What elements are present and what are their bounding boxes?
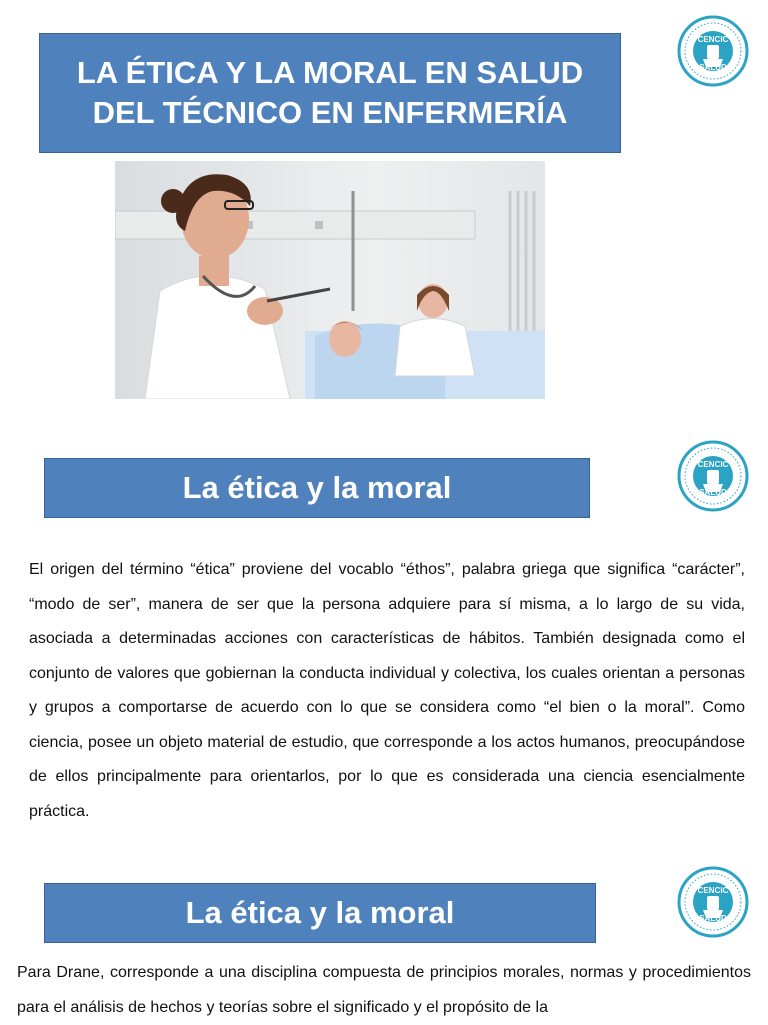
- logo-bottom-text: SALUD: [699, 488, 727, 497]
- main-title-line2: DEL TÉCNICO EN ENFERMERÍA: [92, 95, 568, 130]
- logo-top-text: CENCIC: [697, 35, 729, 44]
- logo-bottom-text: SALUD: [699, 63, 727, 72]
- main-title-banner: [39, 33, 621, 153]
- ethics-paragraph: El origen del término “ética” proviene del vocablo “éthos”, palabra griega que significa “carácter”, “modo de ser”, manera de ser que la persona adquiere para sí misma, a lo largo de su vida, asociada a determinadas acciones con características de hábitos. También designada como el conjunto de valores que gobiernan la conducta individual y colectiva, los cuales orientan a personas y grupos a comportarse de acuerdo con lo que se considera como “el bien o la moral”. Como ciencia, posee un objeto material de estudio, que corresponde a los actos humanos, preocupándose de ellos principalmente para orientarlos, por lo que es considerada una ciencia esencialmente práctica.: [29, 561, 745, 820]
- logo-bottom-text: SALUD: [699, 914, 727, 923]
- section-heading: La ética y la moral: [185, 895, 455, 930]
- logo-top-text: CENCIC: [697, 886, 729, 895]
- drane-paragraph: Para Drane, corresponde a una disciplina compuesta de principios morales, normas y procedimientos para el análisis de hechos y teorías sobre el significado y el propósito de la: [17, 964, 751, 1016]
- cencic-salud-logo: [677, 866, 749, 938]
- main-title-line1: LA ÉTICA Y LA MORAL EN SALUD: [76, 55, 584, 90]
- cencic-salud-logo: [677, 440, 749, 512]
- section-heading-banner: [44, 458, 590, 518]
- section-heading: La ética y la moral: [182, 470, 452, 505]
- section-heading-banner: [44, 883, 596, 943]
- logo-top-text: CENCIC: [697, 460, 729, 469]
- main-title: [77, 53, 583, 133]
- nurse-patient-photo: [115, 161, 545, 399]
- cencic-salud-logo: [677, 15, 749, 87]
